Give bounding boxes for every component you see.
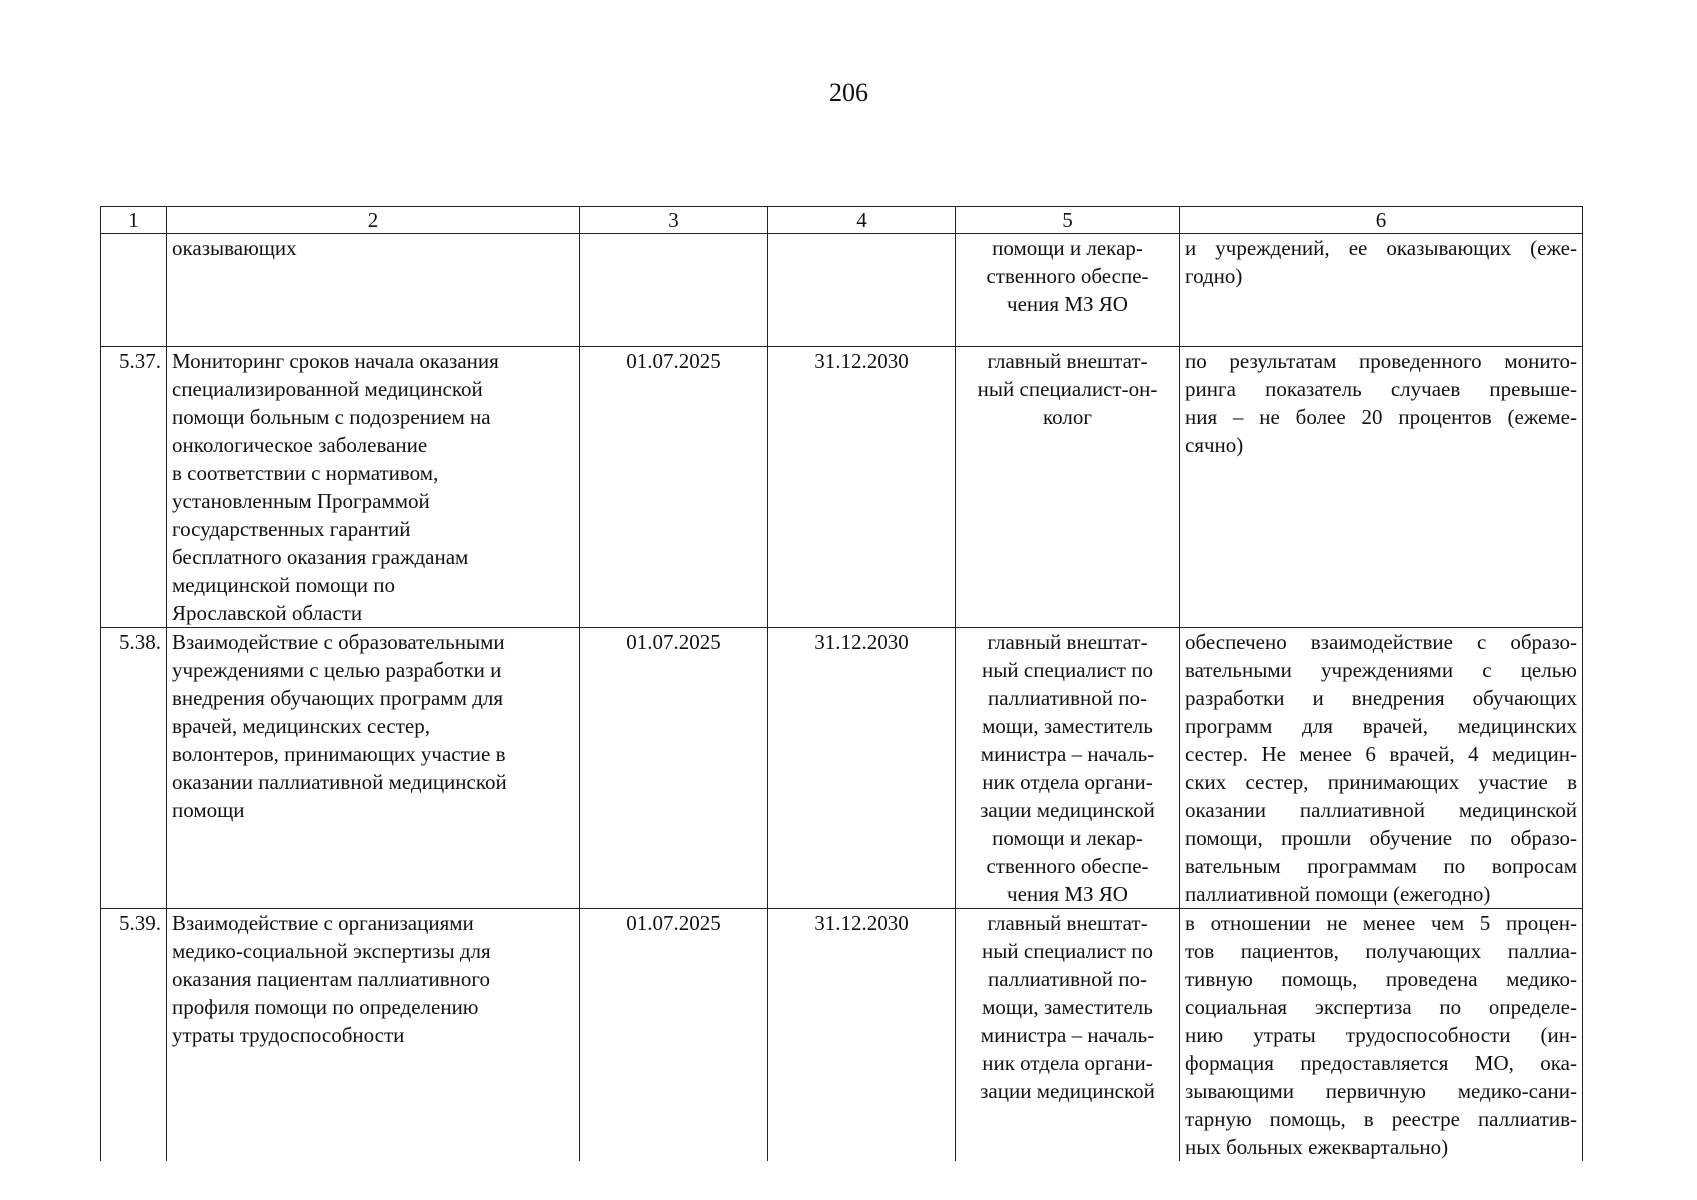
cell-result [1180,628,1583,909]
text-line: в отношении не менее чем 5 процен- [1185,911,1577,935]
page-number: 206 [829,78,868,107]
cell-start-date: 01.07.2025 [580,628,768,909]
text-line: паллиативной помощи (ежегодно) [1185,882,1491,906]
text-line: по результатам проведенного монито- [1185,349,1577,373]
text-line: вательными учреждениями с целью [1185,658,1577,682]
text-line: паллиативной по- [987,967,1147,991]
text-line: ных больных ежеквартально) [1185,1135,1449,1159]
cell-activity [167,628,580,909]
col-header-1: 1 [101,207,167,234]
col-header-4: 4 [768,207,956,234]
text-line: Ярославской области [172,601,363,625]
text-line: оказании паллиативной медицинской [1185,798,1577,822]
cell-number: 5.37. [101,347,167,628]
text-line: тарную помощь, в реестре паллиатив- [1185,1107,1577,1131]
table-row-continuation [101,234,1583,347]
text-line: министра – началь- [980,742,1155,766]
table-row [101,909,1583,1162]
text-line: оказании паллиативной медицинской [172,770,507,794]
text-line: в соответствии с нормативом, [172,461,439,485]
header-row [101,207,1583,234]
cell-start-date [580,234,768,347]
cell-start-date: 01.07.2025 [580,909,768,1162]
text-line: ный специалист по [982,658,1153,682]
text-line: ный специалист-он- [977,377,1158,401]
cell-end-date [768,234,956,347]
text-line: ния – не более 20 процентов (ежеме- [1185,405,1577,429]
text-line: сестер. Не менее 6 врачей, 4 медицин- [1185,742,1577,766]
text-line: чения МЗ ЯО [1007,882,1128,906]
text-line: волонтеров, принимающих участие в [172,742,506,766]
text-line: зации медицинской [980,798,1155,822]
cell-responsible [956,628,1180,909]
text-line: разработки и внедрения обучающих [1185,686,1577,710]
plan-table [100,206,1583,1161]
text-line: ственного обеспе- [986,854,1149,878]
text-line: колог [1043,405,1092,429]
cell-start-date: 01.07.2025 [580,347,768,628]
text-line: зывающими первичную медико-сани- [1185,1079,1577,1103]
text-line: помощи больным с подозрением на [172,405,491,429]
text-line: ственного обеспе- [986,264,1149,288]
text-line: социальная экспертиза по определе- [1185,995,1577,1019]
cell-end-date: 31.12.2030 [768,909,956,1162]
text-line: и учреждений, ее оказывающих (еже- [1185,236,1577,260]
text-line: обеспечено взаимодействие с образо- [1185,630,1577,654]
cell-number: 5.38. [101,628,167,909]
text-line: медицинской помощи по [172,573,395,597]
text-line: Взаимодействие с образовательными [172,630,505,654]
cell-end-date: 31.12.2030 [768,628,956,909]
text-line: помощи, прошли обучение по образо- [1185,826,1577,850]
text-line: главный внештат- [987,349,1148,373]
text-line: онкологическое заболевание [172,433,428,457]
cell-result [1180,234,1583,347]
text-line: учреждениями с целью разработки и [172,658,502,682]
text-line: государственных гарантий [172,517,411,541]
text-line: Взаимодействие с организациями [172,911,474,935]
text-line: утраты трудоспособности [172,1023,405,1047]
text-line: тов пациентов, получающих паллиа- [1185,939,1577,963]
cell-responsible [956,347,1180,628]
text-line: внедрения обучающих программ для [172,686,504,710]
cell-responsible [956,234,1180,347]
cell-responsible [956,909,1180,1162]
text-line: годно) [1185,264,1243,288]
cell-result [1180,347,1583,628]
col-header-6: 6 [1180,207,1583,234]
text-line: оказания пациентам паллиативного [172,967,490,991]
text-line: бесплатного оказания гражданам [172,545,469,569]
text-line: ринга показатель случаев превыше- [1185,377,1577,401]
cell-activity [167,234,580,347]
text-line: тивную помощь, проведена медико- [1185,967,1577,991]
table-row [101,628,1583,909]
text-line: зации медицинской [980,1079,1155,1103]
text-line: вательным программам по вопросам [1185,854,1577,878]
text-line: главный внештат- [987,630,1148,654]
text-line: главный внештат- [987,911,1148,935]
text-line: установленным Программой [172,489,430,513]
cell-activity [167,909,580,1162]
col-header-5: 5 [956,207,1180,234]
text-line: нию утраты трудоспособности (ин- [1185,1023,1577,1047]
cell-result [1180,909,1583,1162]
text-line: специализированной медицинской [172,377,483,401]
text-line: паллиативной по- [987,686,1147,710]
cell-end-date: 31.12.2030 [768,347,956,628]
col-header-2: 2 [167,207,580,234]
text-line: врачей, медицинских сестер, [172,714,430,738]
text-line: медико-социальной экспертизы для [172,939,491,963]
text-line: сячно) [1185,433,1244,457]
col-header-3: 3 [580,207,768,234]
text-line: ный специалист по [982,939,1153,963]
text-line: мощи, заместитель [982,714,1153,738]
text-line: ских сестер, принимающих участие в [1185,770,1577,794]
text-line: помощи [172,798,245,822]
text-line: ник отдела органи- [982,770,1153,794]
cell-activity [167,347,580,628]
cell-number: 5.39. [101,909,167,1162]
text-line: министра – началь- [980,1023,1155,1047]
text-line: чения МЗ ЯО [1007,292,1128,316]
text-line: ник отдела органи- [982,1051,1153,1075]
text-line: оказывающих [172,236,297,260]
text-line: помощи и лекар- [992,236,1143,260]
table-row [101,347,1583,628]
text-line: мощи, заместитель [982,995,1153,1019]
text-line: помощи и лекар- [992,826,1143,850]
text-line: профиля помощи по определению [172,995,479,1019]
text-line: программ для врачей, медицинских [1185,714,1577,738]
text-line: Мониторинг сроков начала оказания [172,349,499,373]
text-line: формация предоставляется МО, ока- [1185,1051,1577,1075]
cell-number [101,234,167,347]
